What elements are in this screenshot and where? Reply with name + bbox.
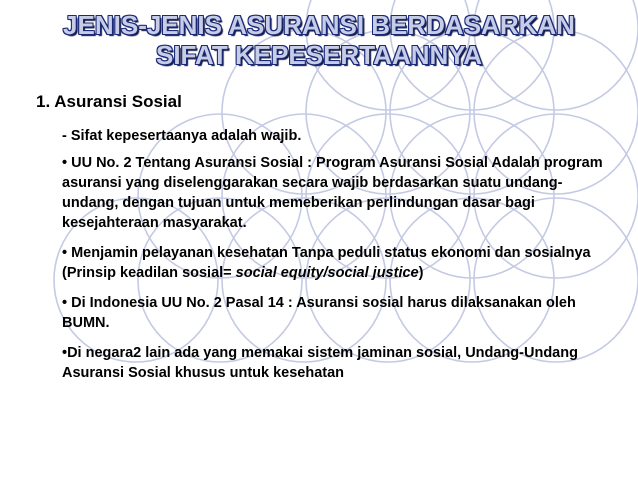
- title-line-1: JENIS-JENIS ASURANSI BERDASARKAN: [63, 10, 575, 40]
- paragraph-menjamin-text: • Menjamin pelayanan kesehatan Tanpa peduli status ekonomi dan sosialnya (Prinsip keadilan sosial=: [62, 245, 591, 281]
- title-line-2: SIFAT KEPESERTAANNYA: [155, 40, 482, 70]
- paragraph-indonesia: • Di Indonesia UU No. 2 Pasal 14 : Asuransi sosial harus dilaksanakan oleh BUMN.: [62, 295, 576, 331]
- paragraph-uu-definition: • UU No. 2 Tentang Asuransi Sosial : Program Asuransi Sosial Adalah program asuransi yang diselenggarakan secara wajib berdasarkan suatu undang-undang, dengan tujuan untuk memeberikan perlindungan dasar bagi kesejahteraan masyarakat.: [62, 155, 603, 231]
- paragraph-negara-lain: •Di negara2 lain ada yang memakai sistem jaminan sosial, Undang-Undang Asuransi Sosial khusus untuk kesehatan: [62, 345, 578, 381]
- slide-body: [62, 126, 617, 393]
- paragraph-menjamin-end: ): [418, 265, 424, 281]
- paragraph-menjamin: [62, 243, 617, 283]
- paragraph-sifat: - Sifat kepesertaanya adalah wajib.: [62, 128, 302, 144]
- section-heading: 1. Asuransi Sosial: [36, 92, 182, 111]
- paragraph-menjamin-italic: social equity/social justice: [235, 265, 419, 281]
- slide-title: [0, 10, 638, 70]
